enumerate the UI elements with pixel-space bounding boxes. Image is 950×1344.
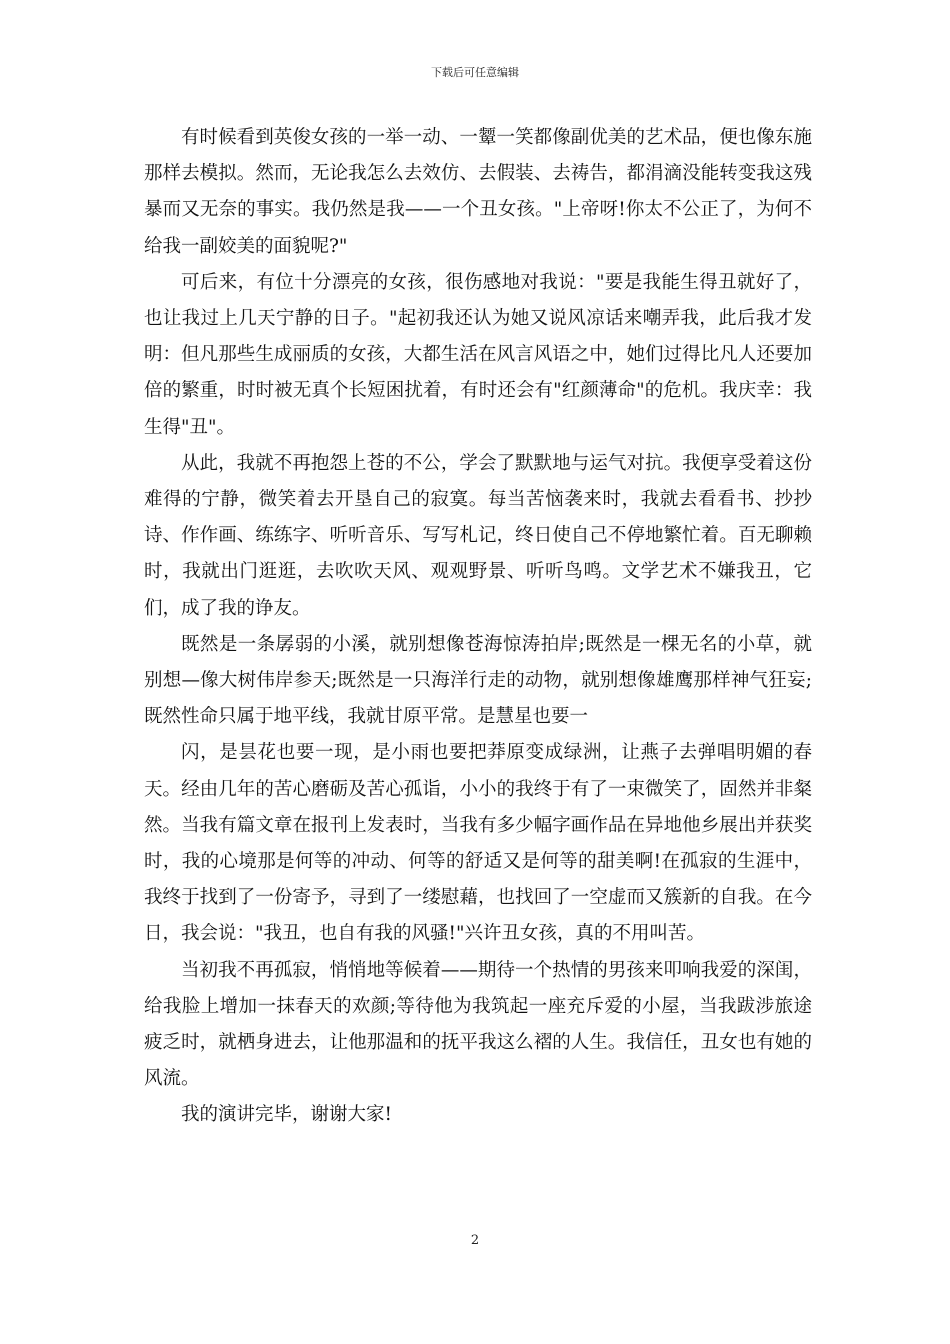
document-body: [144, 120, 812, 1134]
paragraph: 既然是一条孱弱的小溪，就别想像苍海惊涛拍岸;既然是一棵无名的小草，就别想—像大树伟岸参天;既然是一只海洋行走的动物，就别想像雄鹰那样神气狂妄;既然性命只属于地平线，我就甘原平常。是慧星也要一: [144, 633, 812, 728]
paragraph: 可后来，有位十分漂亮的女孩，很伤感地对我说："要是我能生得丑就好了，也让我过上几天宁静的日子。"起初我还认为她又说风凉话来嘲弄我，此后我才发明：但凡那些生成丽质的女孩，大都生活在风言风语之中，她们过得比凡人还要加倍的繁重，时时被无真个长短困扰着，有时还会有"红颜薄命"的危机。我庆幸：我生得"丑"。: [144, 271, 812, 438]
paragraph: 我的演讲完毕，谢谢大家!: [181, 1104, 392, 1126]
paragraph: 闪，是昙花也要一现，是小雨也要把莽原变成绿洲，让燕子去弹唱明媚的春天。经由几年的苦心磨砺及苦心孤诣，小小的我终于有了一束微笑了，固然并非粲然。当我有篇文章在报刊上发表时，当我有多少幅字画作品在异地他乡展出并获奖时，我的心境那是何等的冲动、何等的舒适又是何等的甜美啊!在孤寂的生涯中，我终于找到了一份寄予，寻到了一缕慰藉，也找回了一空虚而又簇新的自我。在今日，我会说："我丑，也自有我的风骚!"兴许丑女孩，真的不用叫苦。: [144, 742, 812, 945]
paragraph: 当初我不再孤寂，悄悄地等候着——期待一个热情的男孩来叩响我爱的深闺，给我脸上增加一抹春天的欢颜;等待他为我筑起一座充斥爱的小屋，当我跋涉旅途疲乏时，就栖身进去，让他那温和的抚平我这么褶的人生。我信任，丑女也有她的风流。: [144, 959, 812, 1090]
page-number: 2: [470, 1233, 480, 1248]
paragraph: 从此，我就不再抱怨上苍的不公，学会了默默地与运气对抗。我便享受着这份难得的宁静，微笑着去开垦自己的寂寞。每当苦恼袭来时，我就去看看书、抄抄诗、作作画、练练字、听听音乐、写写札记，终日使自己不停地繁忙着。百无聊赖时，我就出门逛逛，去吹吹天风、观观野景、听听鸟鸣。文学艺术不嫌我丑，它们，成了我的诤友。: [144, 452, 812, 619]
paragraph: 有时候看到英俊女孩的一举一动、一颦一笑都像副优美的艺术品，便也像东施那样去模拟。然而，无论我怎么去效仿、去假装、去祷告，都涓滴没能转变我这残暴而又无奈的事实。我仍然是我——一个丑女孩。"上帝呀!你太不公正了，为何不给我一副姣美的面貌呢?": [144, 127, 812, 257]
page-header: 下载后可任意编辑: [431, 66, 519, 79]
